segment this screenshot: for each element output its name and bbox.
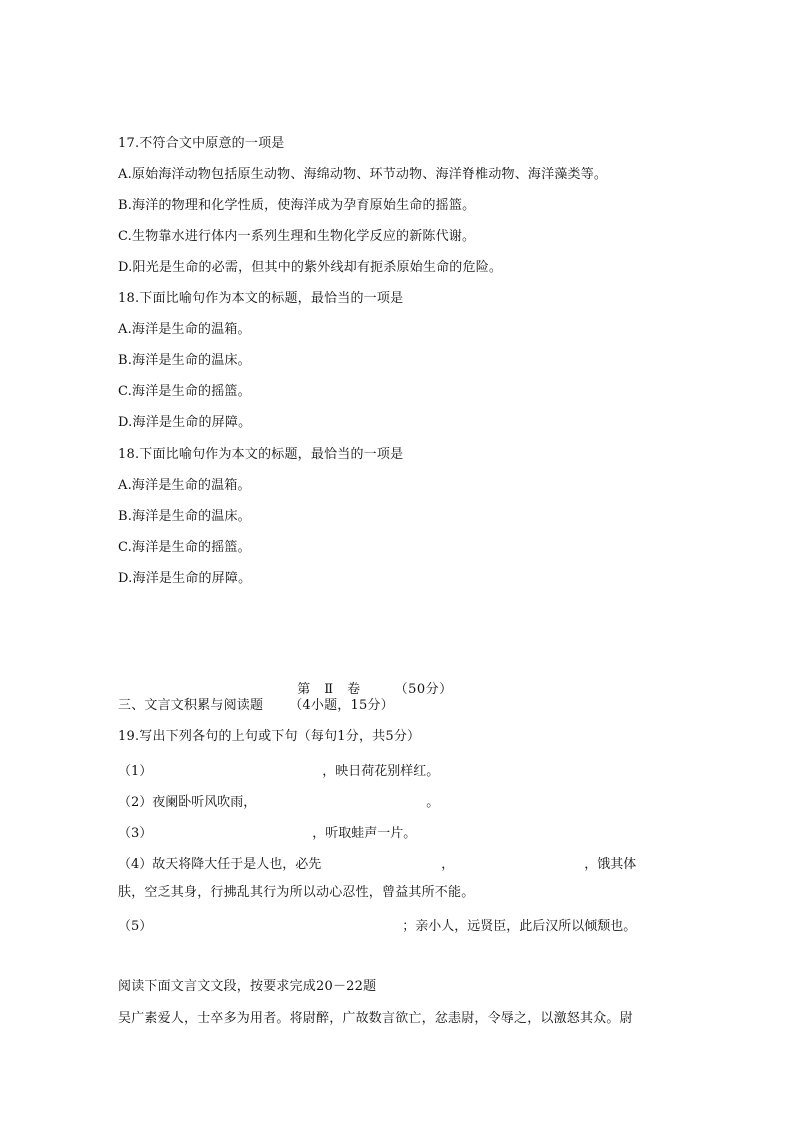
- q19-stem: 19.写出下列各句的上句或下句（每句1分，共5分）: [118, 729, 421, 744]
- q18a-option-c: C.海洋是生命的摇篮。: [118, 384, 251, 399]
- reading-passage: 吴广素爱人，士卒多为用者。将尉醉，广故数言欲亡，忿恚尉，令辱之，以激怒其众。尉: [118, 1011, 633, 1026]
- section3-heading-score: （4小题，15分）: [289, 698, 394, 713]
- q17-stem: 17.不符合文中原意的一项是: [118, 136, 285, 151]
- q19-item-4-comma: ，: [441, 857, 455, 872]
- q19-item-5: [118, 916, 636, 935]
- q19-item-2-blank[interactable]: [256, 792, 426, 806]
- q18b-option-d: D.海洋是生命的屏障。: [118, 571, 252, 586]
- q19-item-2-text: （2）夜阑卧听风吹雨，: [118, 795, 257, 810]
- q19-item-2: [118, 792, 439, 811]
- q18b-stem: 18.下面比喻句作为本文的标题，最恰当的一项是: [118, 447, 404, 462]
- q19-item-5-text: ；亲小人，远贤臣，此后汉所以倾颓也。: [402, 919, 637, 934]
- part2-title-score: （50分）: [394, 682, 453, 697]
- q19-item-4-text: （4）故天将降大任于是人也，必先: [118, 857, 322, 872]
- q19-item-3-text: ，听取蛙声一片。: [312, 826, 417, 841]
- section3-heading-label: 三、文言文积累与阅读题: [118, 698, 264, 713]
- q19-item-3-blank[interactable]: [152, 823, 312, 837]
- q18a-option-b: B.海洋是生命的温床。: [118, 353, 251, 368]
- q18a-option-d: D.海洋是生命的屏障。: [118, 415, 252, 430]
- q18a-option-a: A.海洋是生命的温箱。: [118, 322, 251, 337]
- part2-title: [288, 666, 453, 698]
- q18b-option-c: C.海洋是生命的摇篮。: [118, 540, 251, 555]
- part2-title-label: 第 Ⅱ 卷: [297, 682, 361, 697]
- q18a-stem: 18.下面比喻句作为本文的标题，最恰当的一项是: [118, 291, 404, 306]
- q19-item-1-number: （1）: [118, 764, 153, 779]
- q19-item-4-blank-2[interactable]: [454, 854, 584, 868]
- q19-item-5-number: （5）: [118, 919, 153, 934]
- q17-option-a: A.原始海洋动物包括原生动物、海绵动物、环节动物、海洋脊椎动物、海洋藻类等。: [118, 167, 608, 182]
- q18b-option-b: B.海洋是生命的温床。: [118, 509, 251, 524]
- q19-item-1-blank[interactable]: [152, 761, 322, 775]
- q19-item-5-blank[interactable]: [152, 916, 402, 930]
- q19-item-3: [118, 823, 416, 842]
- q19-item-4-continuation: 肤，空乏其身，行拂乱其行为所以动心忍性，曾益其所不能。: [118, 885, 475, 900]
- q19-item-1-text: ，映日荷花别样红。: [322, 764, 440, 779]
- q19-item-2-end: 。: [426, 795, 440, 810]
- section3-heading: [118, 698, 394, 714]
- q19-item-4: [118, 854, 636, 873]
- q17-option-b: B.海洋的物理和化学性质，使海洋成为孕育原始生命的摇篮。: [118, 198, 476, 213]
- q17-option-d: D.阳光是生命的必需，但其中的紫外线却有扼杀原始生命的危险。: [118, 260, 503, 275]
- reading-intro: 阅读下面文言文文段，按要求完成20－22题: [118, 979, 377, 994]
- q18b-option-a: A.海洋是生命的温箱。: [118, 478, 251, 493]
- q19-item-1: [118, 761, 439, 780]
- q19-item-4-end: ，饿其体: [584, 857, 637, 872]
- q19-item-4-blank-1[interactable]: [321, 854, 441, 868]
- q19-item-3-number: （3）: [118, 826, 153, 841]
- q17-option-c: C.生物靠水进行体内一系列生理和生物化学反应的新陈代谢。: [118, 229, 476, 244]
